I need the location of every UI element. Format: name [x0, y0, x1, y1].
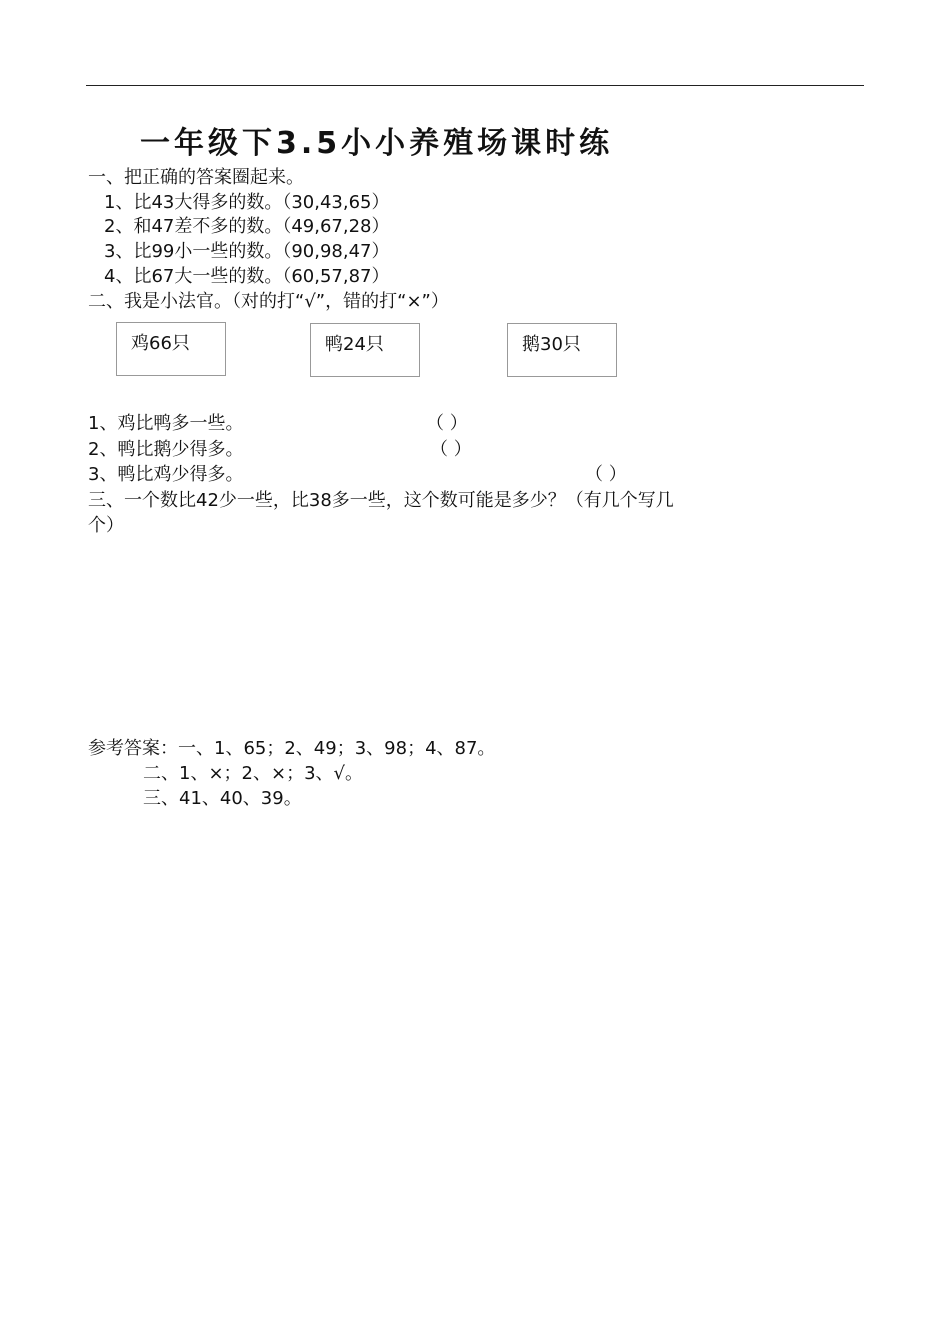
answer-key-line1: 参考答案：一、1、65；2、49；3、98；4、87。 [88, 738, 496, 759]
header-rule [86, 85, 864, 86]
section1-heading: 一、把正确的答案圈起来。 [88, 167, 304, 188]
section3-question-line2: 个） [88, 515, 124, 536]
section3-question-line1: 三、一个数比42少一些，比38多一些，这个数可能是多少？（有几个写几 [88, 490, 674, 511]
answer-key-line2: 二、1、×；2、×；3、√。 [143, 763, 363, 784]
section1-item-3: 3、比99小一些的数。（90,98,47） [104, 241, 390, 262]
answer-blank-3: （ ） [585, 464, 627, 485]
count-box-label: 鸭24只 [325, 334, 384, 355]
section1-item-2: 2、和47差不多的数。（49,67,28） [104, 216, 390, 237]
count-box-label: 鹅30只 [522, 334, 581, 355]
answer-blank-2: （ ） [430, 439, 472, 460]
answer-key-line3: 三、41、40、39。 [143, 788, 302, 809]
section2-item-2: 2、鸭比鹅少得多。 [88, 439, 244, 460]
section2-heading: 二、我是小法官。（对的打“√”，错的打“×”） [88, 291, 449, 312]
count-box-chicken [116, 322, 226, 376]
count-box-label: 鸡66只 [131, 333, 190, 354]
count-box-duck [310, 323, 420, 377]
count-box-goose [507, 323, 617, 377]
section1-item-4: 4、比67大一些的数。（60,57,87） [104, 266, 390, 287]
section1-item-1: 1、比43大得多的数。（30,43,65） [104, 192, 390, 213]
page-title: 一年级下3.5小小养殖场课时练 [140, 126, 614, 161]
section2-item-1: 1、鸡比鸭多一些。 [88, 413, 244, 434]
section2-item-3: 3、鸭比鸡少得多。 [88, 464, 244, 485]
answer-blank-1: （ ） [426, 413, 468, 434]
